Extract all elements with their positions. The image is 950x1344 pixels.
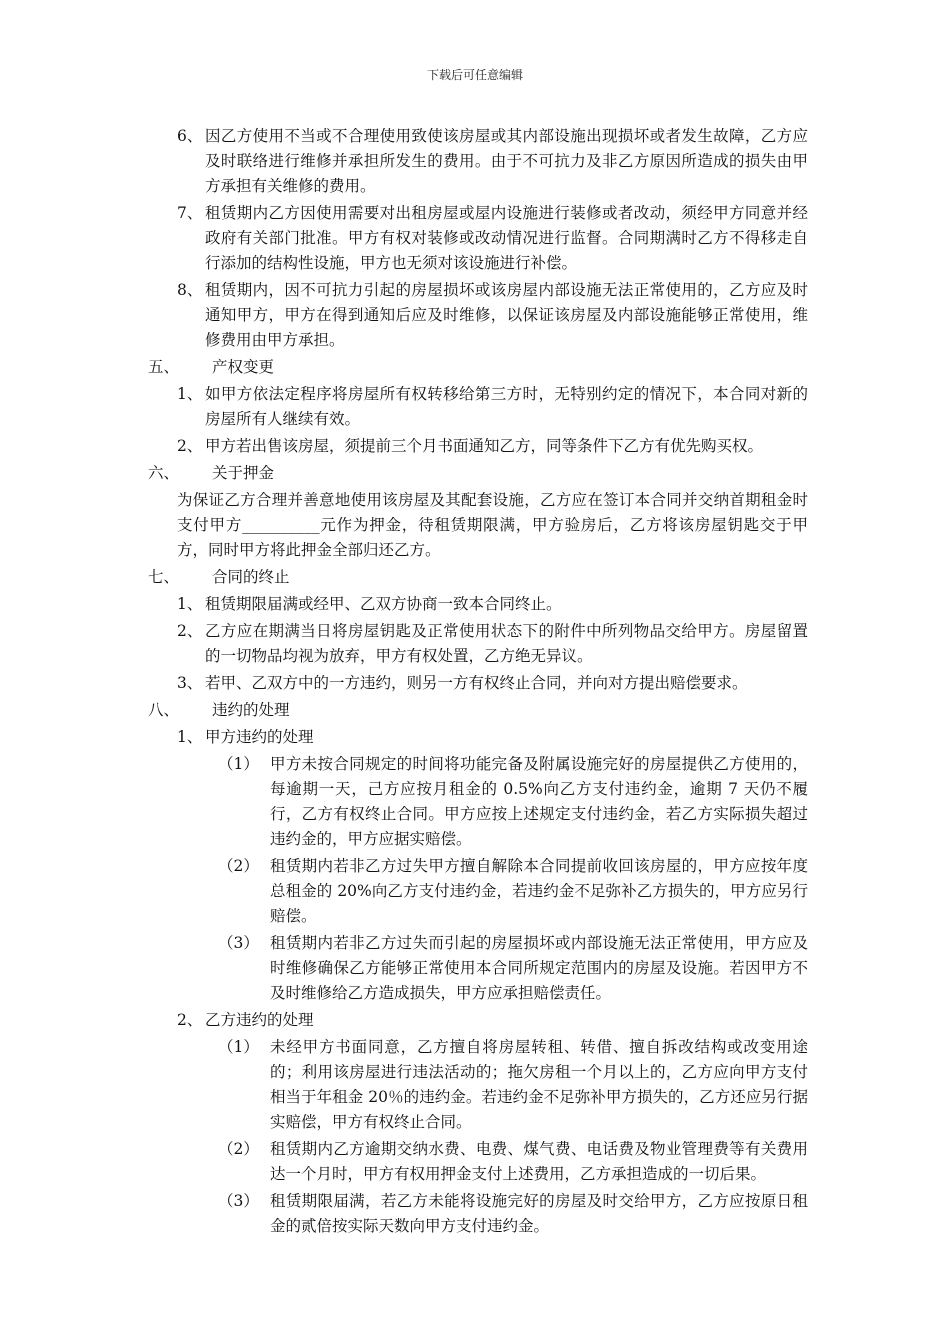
clause-number: 6、: [177, 127, 203, 145]
clause-text: 租赁期限届满或经甲、乙双方协商一致本合同终止。: [205, 595, 562, 613]
subclause-number: （1）: [218, 755, 259, 773]
clause-text: 乙方应在期满当日将房屋钥匙及正常使用状态下的附件中所列物品交给甲方。房屋留置的一切物品均视为放弃，甲方有权处置，乙方绝无异议。: [205, 622, 808, 665]
subclause-number: （3）: [218, 934, 259, 952]
clause-text: 因乙方使用不当或不合理使用致使该房屋或其内部设施出现损坏或者发生故障，乙方应及时联络进行维修并承担所发生的费用。由于不可抗力及非乙方原因所造成的损失由甲方承担有关维修的费用。: [205, 127, 808, 195]
page-header: 下载后可任意编辑: [426, 68, 523, 82]
clause-5-1: [0, 382, 808, 432]
clause-text: 租赁期内，因不可抗力引起的房屋损坏或该房屋内部设施无法正常使用的，乙方应及时通知甲方，甲方在得到通知后应及时维修，以保证该房屋及内部设施能够正常使用，维修费用由甲方承担。: [205, 281, 808, 349]
subclause-text: 租赁期内若非乙方过失而引起的房屋损坏或内部设施无法正常使用，甲方应及时维修确保乙方能够正常使用本合同所规定范围内的房屋及设施。若因甲方不及时维修给乙方造成损失，甲方应承担赔偿责任。: [270, 934, 808, 1002]
clause-8-1: [0, 725, 808, 750]
clause-number: 3、: [177, 674, 203, 692]
subclause-8-2-3: [0, 1189, 808, 1239]
subclause-number: （3）: [218, 1192, 259, 1210]
subclause-8-2-2: [0, 1137, 808, 1187]
section-title: 违约的处理: [212, 701, 290, 719]
section-number: 七、: [148, 568, 180, 586]
deposit-paragraph: 为保证乙方合理并善意地使用该房屋及其配套设施，乙方应在签订本合同并交纳首期租金时支付甲方__________元作为押金，待租赁期限满，甲方验房后，乙方将该房屋钥匙交于甲方，同时甲方将此押金全部归还乙方。: [177, 491, 808, 559]
subclause-8-1-2: [0, 854, 808, 929]
clause-text: 若甲、乙双方中的一方违约，则另一方有权终止合同，并向对方提出赔偿要求。: [205, 674, 748, 692]
subclause-text: 甲方未按合同规定的时间将功能完备及附属设施完好的房屋提供乙方使用的，每逾期一天，己方应按月租金的 0.5%向乙方支付违约金，逾期 7 天仍不履行，乙方有权终止合同。甲方应按上述规定支付违约金，若乙方实际损失超过违约金的，甲方应据实赔偿。: [270, 755, 808, 848]
subclause-text: 租赁期内若非乙方过失甲方擅自解除本合同提前收回该房屋的，甲方应按年度总租金的 20%向乙方支付违约金，若违约金不足弥补乙方损失的，甲方应另行赔偿。: [270, 857, 808, 925]
subclause-number: （1）: [218, 1038, 259, 1056]
clause-text: 租赁期内乙方因使用需要对出租房屋或屋内设施进行装修或者改动，须经甲方同意并经政府有关部门批准。甲方有权对装修或改动情况进行监督。合同期满时乙方不得移走自行添加的结构性设施，甲方也无须对该设施进行补偿。: [205, 204, 808, 272]
clause-number: 2、: [177, 622, 203, 640]
clause-5-2: [0, 434, 808, 459]
clause-7-1: [0, 592, 808, 617]
section-5-heading: [0, 355, 808, 380]
clause-number: 8、: [177, 281, 203, 299]
clause-text: 如甲方依法定程序将房屋所有权转移给第三方时，无特别约定的情况下，本合同对新的房屋所有人继续有效。: [205, 385, 808, 428]
subclause-8-2-1: [0, 1035, 808, 1135]
document-body: [0, 124, 950, 1241]
section-7-heading: [0, 565, 808, 590]
clause-number: 1、: [177, 595, 203, 613]
clause-8-2: [0, 1008, 808, 1033]
clause-number: 2、: [177, 437, 203, 455]
clause-number: 1、: [177, 385, 203, 403]
section-number: 五、: [148, 358, 180, 376]
clause-6: [0, 124, 808, 199]
subclause-8-1-1: [0, 752, 808, 852]
subclause-number: （2）: [218, 857, 259, 875]
clause-number: 7、: [177, 204, 203, 222]
clause-text: 甲方违约的处理: [205, 728, 314, 746]
clause-7: [0, 201, 808, 276]
subclause-text: 租赁期限届满，若乙方未能将设施完好的房屋及时交给甲方，乙方应按原日租金的贰倍按实际天数向甲方支付违约金。: [270, 1192, 808, 1235]
section-number: 六、: [148, 464, 180, 482]
clause-text: 甲方若出售该房屋，须提前三个月书面通知乙方，同等条件下乙方有优先购买权。: [205, 437, 764, 455]
section-title: 合同的终止: [212, 568, 290, 586]
clause-8: [0, 278, 808, 353]
section-6-heading: [0, 461, 808, 486]
clause-number: 2、: [177, 1011, 203, 1029]
clause-7-3: [0, 671, 808, 696]
clause-text: 乙方违约的处理: [205, 1011, 314, 1029]
subclause-number: （2）: [218, 1140, 259, 1158]
clause-7-2: [0, 619, 808, 669]
section-title: 产权变更: [212, 358, 275, 376]
subclause-text: 未经甲方书面同意，乙方擅自将房屋转租、转借、擅自拆改结构或改变用途的；利用该房屋进行违法活动的；拖欠房租一个月以上的，乙方应向甲方支付相当于年租金 20％的违约金。若违约金不足弥补甲方损失的，乙方还应另行据实赔偿，甲方有权终止合同。: [270, 1038, 808, 1131]
section-8-heading: [0, 698, 808, 723]
subclause-8-1-3: [0, 931, 808, 1006]
clause-number: 1、: [177, 728, 203, 746]
subclause-text: 租赁期内乙方逾期交纳水费、电费、煤气费、电话费及物业管理费等有关费用达一个月时，甲方有权用押金支付上述费用，乙方承担造成的一切后果。: [270, 1140, 808, 1183]
section-title: 关于押金: [212, 464, 275, 482]
section-number: 八、: [148, 701, 180, 719]
